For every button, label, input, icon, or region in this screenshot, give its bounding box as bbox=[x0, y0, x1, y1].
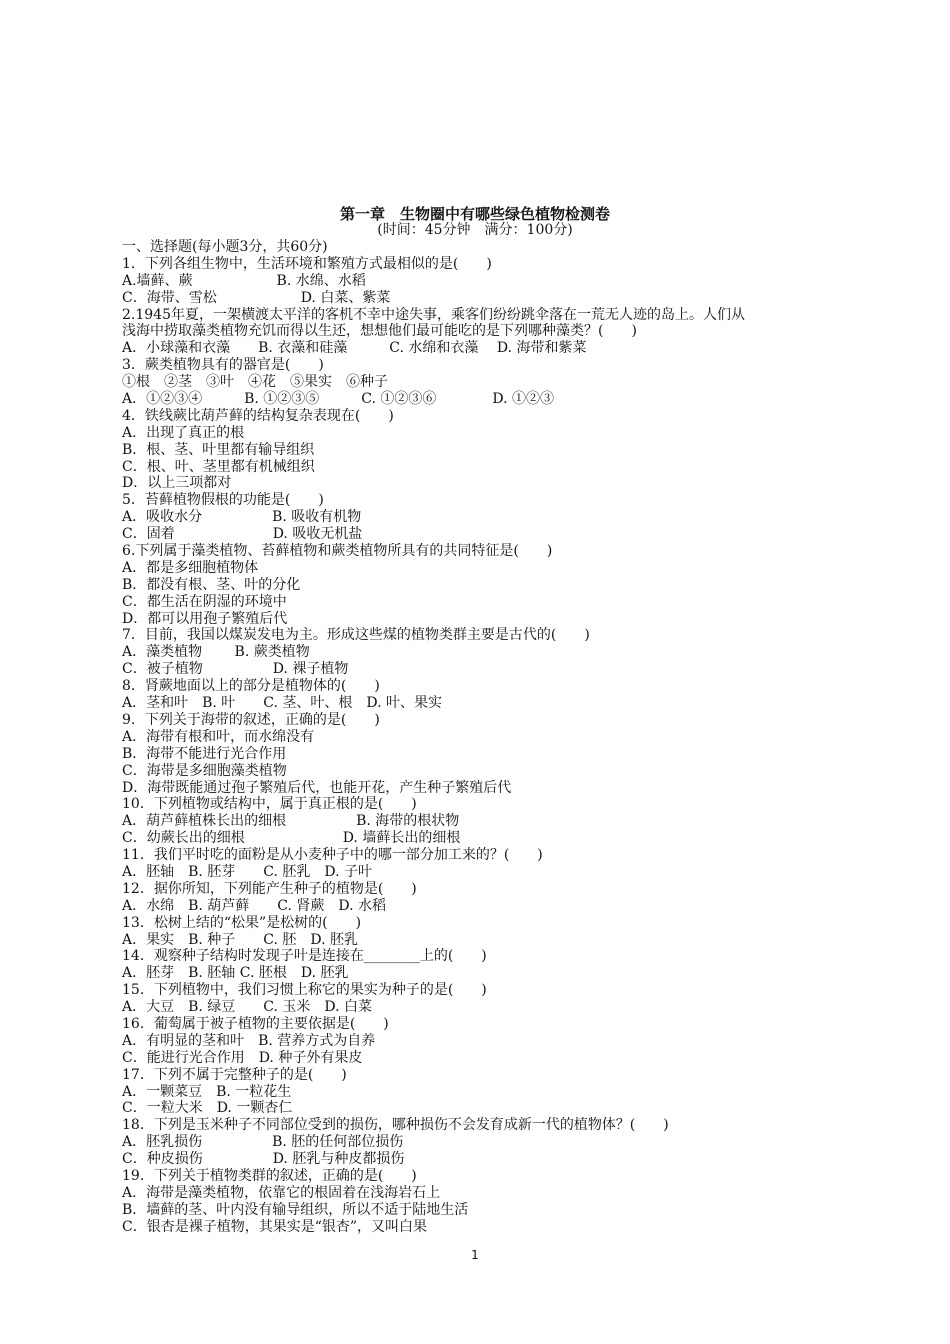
text-line: A．胚乳损伤 B. 胚的任何部位损伤 bbox=[122, 1134, 404, 1151]
text-line: 3．蕨类植物具有的器官是( ) bbox=[122, 357, 324, 374]
text-line: A．①②③④ B. ①②③⑤ C. ①②③⑥ D. ①②③ bbox=[122, 391, 555, 408]
text-line: A．胚轴 B. 胚芽 C. 胚乳 D. 子叶 bbox=[122, 863, 373, 880]
text-line: C．被子植物 D. 裸子植物 bbox=[122, 661, 349, 678]
text-line: 一、选择题(每小题3分，共60分) bbox=[122, 239, 328, 255]
text-line: A．葫芦藓植株长出的细根 B. 海带的根状物 bbox=[122, 813, 460, 830]
text-line: ①根 ②茎 ③叶 ④花 ⑤果实 ⑥种子 bbox=[122, 374, 388, 391]
text-line: 13．松树上结的“松果”是松树的( ) bbox=[122, 914, 362, 931]
text-line: C．根、叶、茎里都有机械组织 bbox=[122, 458, 315, 475]
text-line: C．能进行光合作用 D. 种子外有果皮 bbox=[122, 1049, 363, 1066]
text-line: A．大豆 B. 绿豆 C. 玉米 D. 白菜 bbox=[122, 999, 373, 1016]
text-line: D．以上三项都对 bbox=[122, 475, 232, 492]
text-line: 5．苔藓植物假根的功能是( ) bbox=[122, 492, 324, 509]
text-line: 11．我们平时吃的面粉是从小麦种子中的哪一部分加工来的？( ) bbox=[122, 847, 543, 864]
text-line: D．海带既能通过孢子繁殖后代，也能开花，产生种子繁殖后代 bbox=[122, 779, 512, 796]
text-line: D．都可以用孢子繁殖后代 bbox=[122, 610, 288, 627]
question-list bbox=[122, 239, 862, 1236]
page-number: 1 bbox=[471, 1248, 479, 1262]
text-line: A．海带是藻类植物，依靠它的根固着在浅海岩石上 bbox=[122, 1184, 441, 1201]
text-line: C．都生活在阴湿的环境中 bbox=[122, 593, 287, 610]
text-line: C．幼蕨长出的细根 D. 墙藓长出的细根 bbox=[122, 830, 461, 847]
text-line: C．海带是多细胞藻类植物 bbox=[122, 762, 287, 779]
text-line: A．出现了真正的根 bbox=[122, 424, 245, 441]
text-line: B．都没有根、茎、叶的分化 bbox=[122, 576, 301, 593]
text-line: 浅海中捞取藻类植物充饥而得以生还，想想他们最可能吃的是下列哪种藻类？( ) bbox=[122, 323, 637, 340]
text-line: A．海带有根和叶，而水绵没有 bbox=[122, 728, 315, 745]
text-line: A.墙藓、蕨 B. 水绵、水稻 bbox=[122, 272, 366, 289]
text-line: 9．下列关于海带的叙述，正确的是( ) bbox=[122, 711, 380, 728]
text-line: 10．下列植物或结构中，属于真正根的是( ) bbox=[122, 796, 417, 813]
text-line: A．一颗菜豆 B. 一粒花生 bbox=[122, 1083, 292, 1100]
text-line: 18．下列是玉米种子不同部位受到的损伤，哪种损伤不会发育成新一代的植物体？( ) bbox=[122, 1117, 669, 1134]
text-line: 12．据你所知，下列能产生种子的植物是( ) bbox=[122, 880, 417, 897]
text-line: 4．铁线蕨比葫芦藓的结构复杂表现在( ) bbox=[122, 407, 394, 424]
text-line: A．都是多细胞植物体 bbox=[122, 559, 259, 576]
text-line: 16．葡萄属于被子植物的主要依据是( ) bbox=[122, 1015, 389, 1032]
text-line: C．种皮损伤 D. 胚乳与种皮都损伤 bbox=[122, 1151, 405, 1168]
document-subtitle: (时间：45分钟 满分：100分) bbox=[377, 222, 573, 238]
text-line: 19．下列关于植物类群的叙述，正确的是( ) bbox=[122, 1167, 417, 1184]
text-line: 1．下列各组生物中，生活环境和繁殖方式最相似的是( ) bbox=[122, 255, 492, 272]
text-line: A．茎和叶 B. 叶 C. 茎、叶、根 D. 叶、果实 bbox=[122, 695, 443, 712]
text-line: B．海带不能进行光合作用 bbox=[122, 745, 287, 762]
text-line: 17．下列不属于完整种子的是( ) bbox=[122, 1066, 347, 1083]
text-line: 15．下列植物中，我们习惯上称它的果实为种子的是( ) bbox=[122, 982, 487, 999]
text-line: C．银杏是裸子植物，其果实是“银杏”，又叫白果 bbox=[122, 1218, 428, 1235]
text-line: A．水绵 B. 葫芦藓 C. 肾蕨 D. 水稻 bbox=[122, 897, 387, 914]
text-line: A．果实 B. 种子 C. 胚 D. 胚乳 bbox=[122, 931, 359, 948]
text-line: C．固着 D. 吸收无机盐 bbox=[122, 526, 363, 543]
text-line: C．海带、雪松 D. 白菜、紫菜 bbox=[122, 289, 391, 306]
text-line: A．吸收水分 B. 吸收有机物 bbox=[122, 509, 362, 526]
document-title: 第一章 生物圈中有哪些绿色植物检测卷 bbox=[339, 205, 610, 223]
text-line: 6.下列属于藻类植物、苔藓植物和蕨类植物所具有的共同特征是( ) bbox=[122, 543, 553, 560]
text-line: B．墙藓的茎、叶内没有输导组织，所以不适于陆地生活 bbox=[122, 1201, 469, 1218]
text-line: C．一粒大米 D. 一颗杏仁 bbox=[122, 1100, 293, 1117]
text-line: A．有明显的茎和叶 B. 营养方式为自养 bbox=[122, 1032, 376, 1049]
text-line: 8．肾蕨地面以上的部分是植物体的( ) bbox=[122, 678, 380, 695]
text-line: A．胚芽 B. 胚轴 C. 胚根 D. 胚乳 bbox=[122, 965, 349, 982]
text-line: 14．观察种子结构时发现子叶是连接在________上的( ) bbox=[122, 948, 487, 965]
text-line: 2.1945年夏，一架横渡太平洋的客机不幸中途失事，乘客们纷纷跳伞落在一荒无人迹的岛上。人们从 bbox=[122, 306, 745, 323]
text-line: B．根、茎、叶里都有输导组织 bbox=[122, 441, 315, 458]
text-line: A．小球藻和衣藻 B. 衣藻和硅藻 C. 水绵和衣藻 D. 海带和紫菜 bbox=[122, 340, 587, 357]
text-line: A．藻类植物 B. 蕨类植物 bbox=[122, 644, 310, 661]
text-line: 7．目前，我国以煤炭发电为主。形成这些煤的植物类群主要是古代的( ) bbox=[122, 627, 590, 644]
